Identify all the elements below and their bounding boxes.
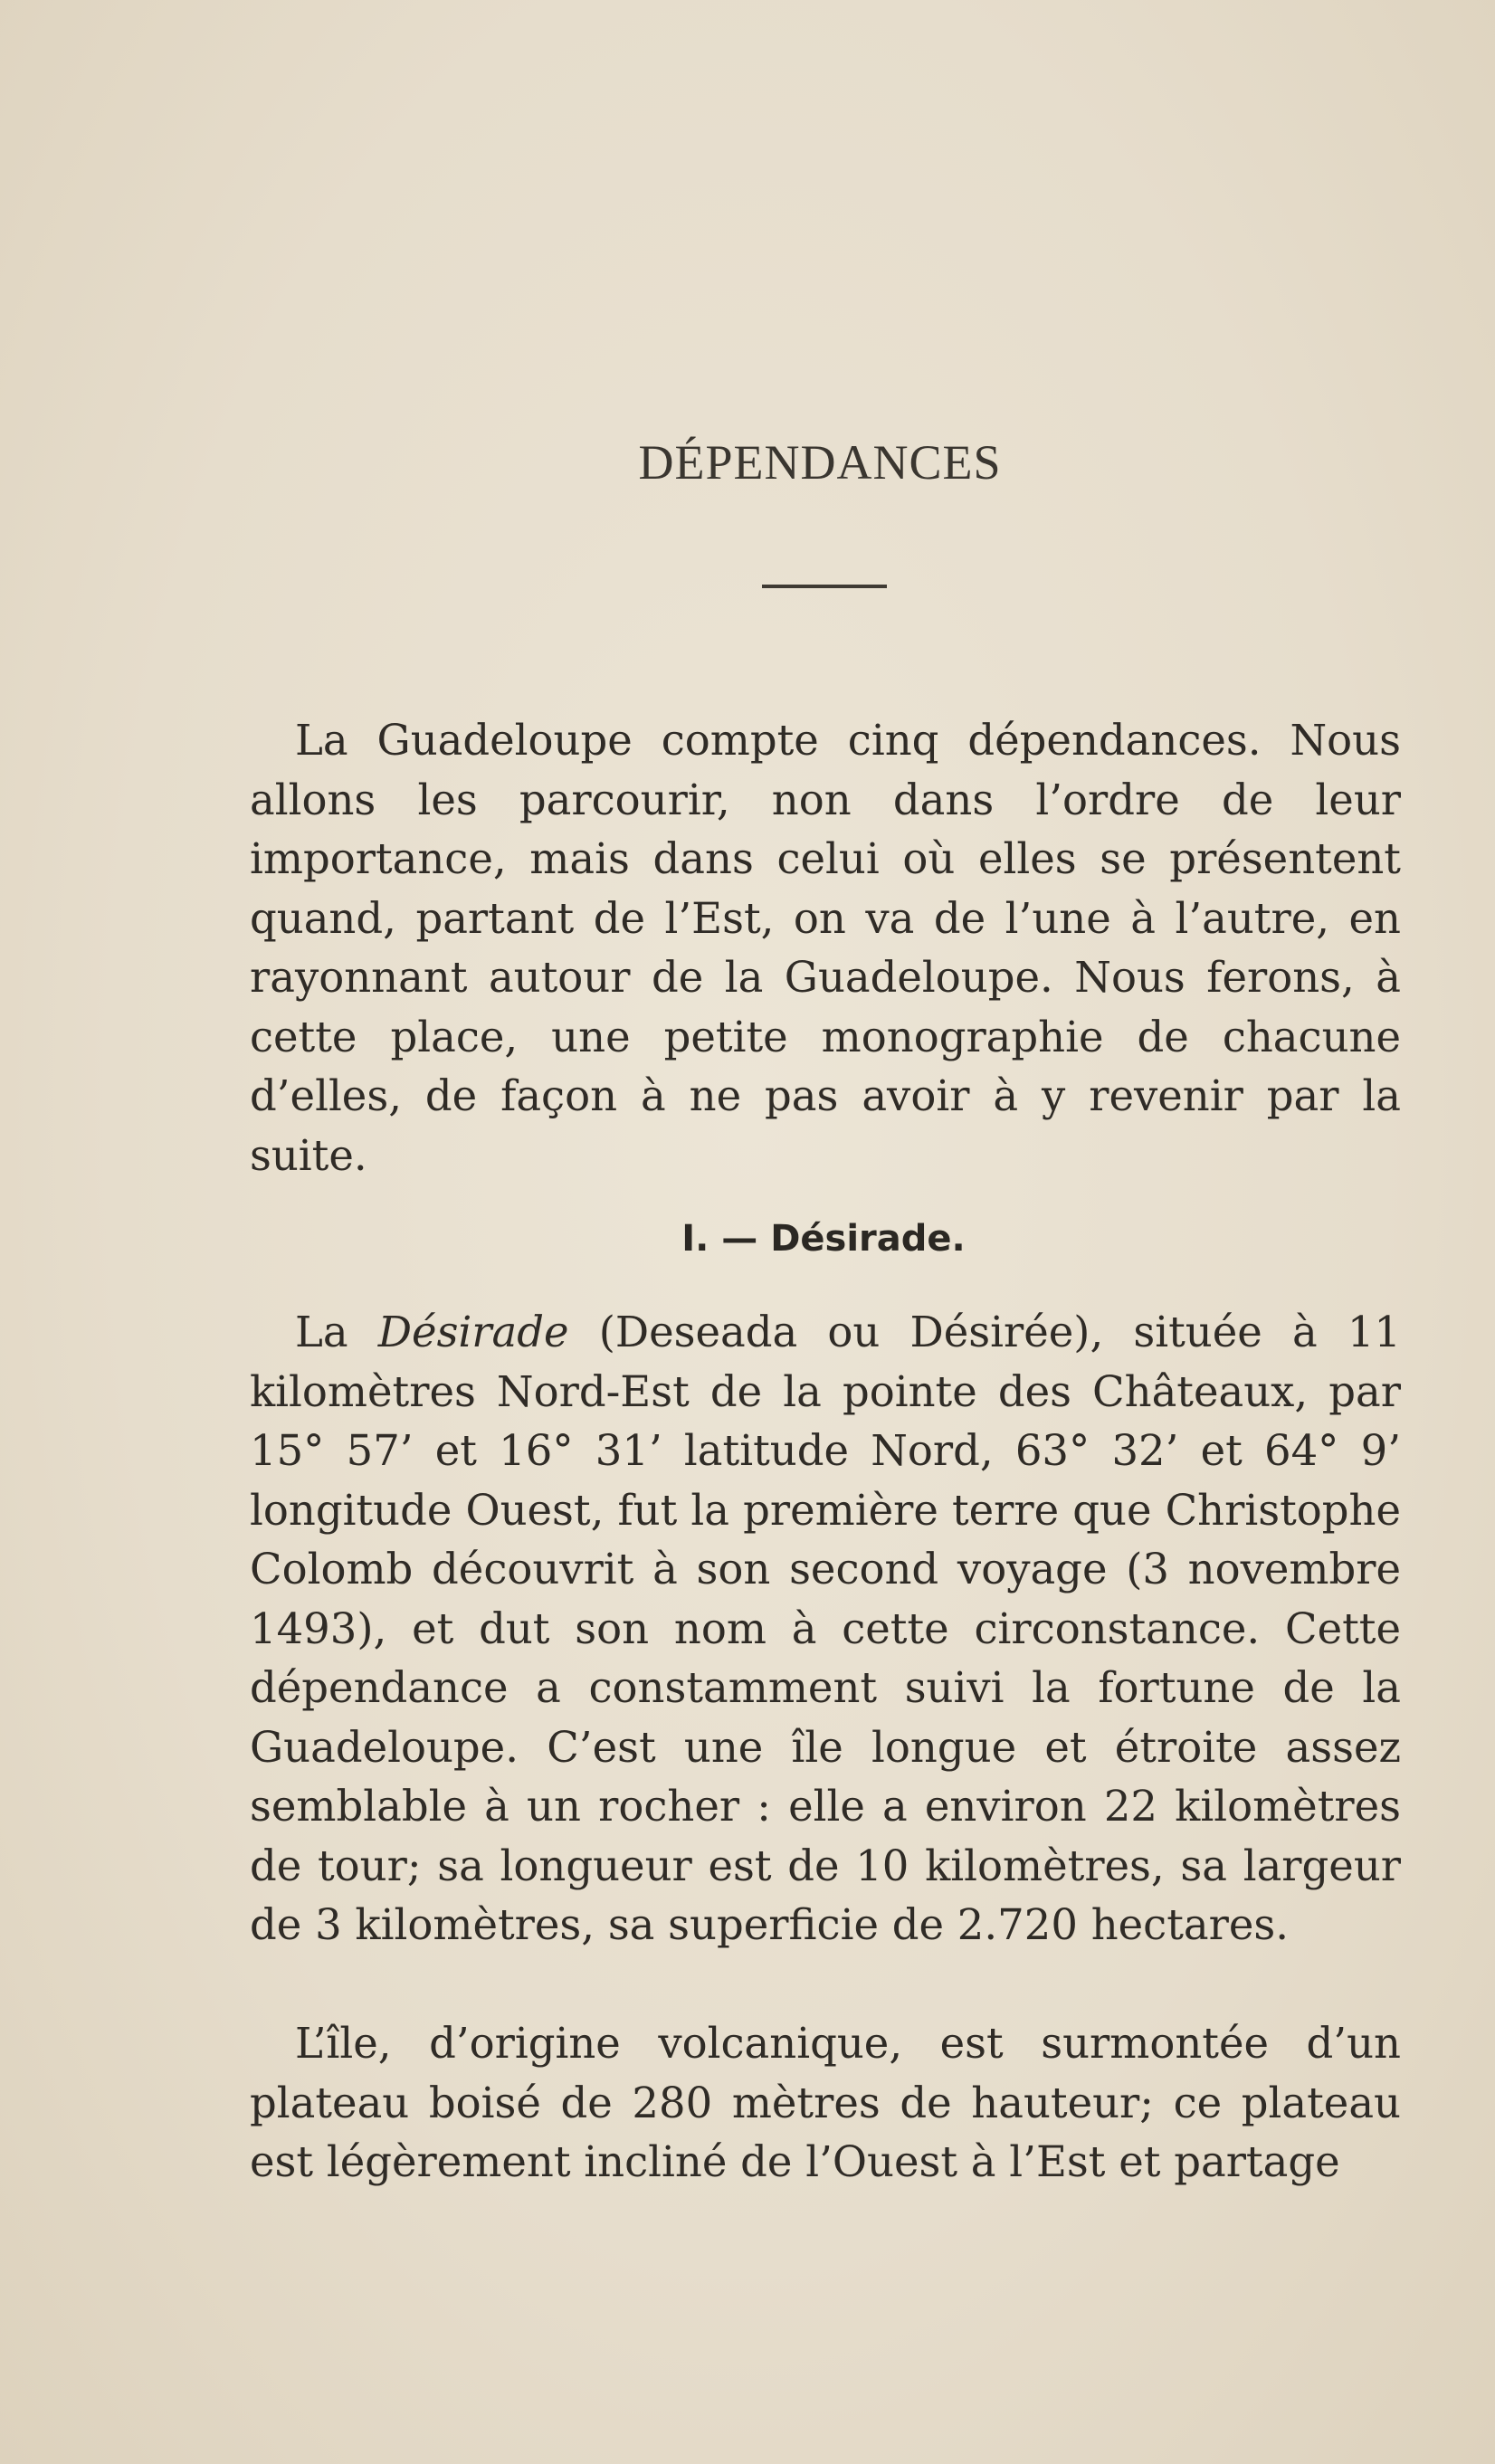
page-title: DÉPENDANCES xyxy=(638,435,1002,490)
intro-text: La Guadeloupe compte cinq dépendances. Nous allons les parcourir, non dans l’ordre de leur importance, mais dans celui où elles se présentent quand, partant de l’Est, on va de l’une à l’autre, en rayonnant autour de la Guadeloupe. Nous ferons, à cette place, une petite monographie de chacune d’elles, de façon à ne pas avoir à y revenir par la suite. xyxy=(250,716,1401,1180)
desirade-italic: Désirade xyxy=(377,1308,569,1356)
volcanic-paragraph xyxy=(250,2014,1401,2193)
desirade-paragraph xyxy=(250,1303,1401,1955)
title-divider xyxy=(762,585,887,588)
section-heading: I. — Désirade. xyxy=(681,1218,966,1260)
desirade-text: (Deseada ou Désirée), située à 11 kilomètres Nord-Est de la pointe des Châteaux, par 15° 57’ et 16° 31’ latitude Nord, 63° 32’ et 64° 9’ longitude Ouest, fut la première terre que Christophe Colomb découvrit à son second voyage (3 novembre 1493), et dut son nom à cette circonstance. Cette dépendance a constamment suivi la fortune de la Guadeloupe. C’est une île longue et étroite assez semblable à un rocher : elle a environ 22 kilomètres de tour; sa longueur est de 10 kilomètres, sa largeur de 3 kilomètres, sa superficie de 2.720 hectares. xyxy=(250,1308,1401,1949)
intro-paragraph xyxy=(250,711,1401,1185)
volcanic-text: L’île, d’origine volcanique, est surmontée d’un plateau boisé de 280 mètres de hauteur; ce plateau est légèrement incliné de l’Ouest à l’Est et partage xyxy=(250,2019,1401,2186)
desirade-lead: La xyxy=(295,1308,378,1356)
